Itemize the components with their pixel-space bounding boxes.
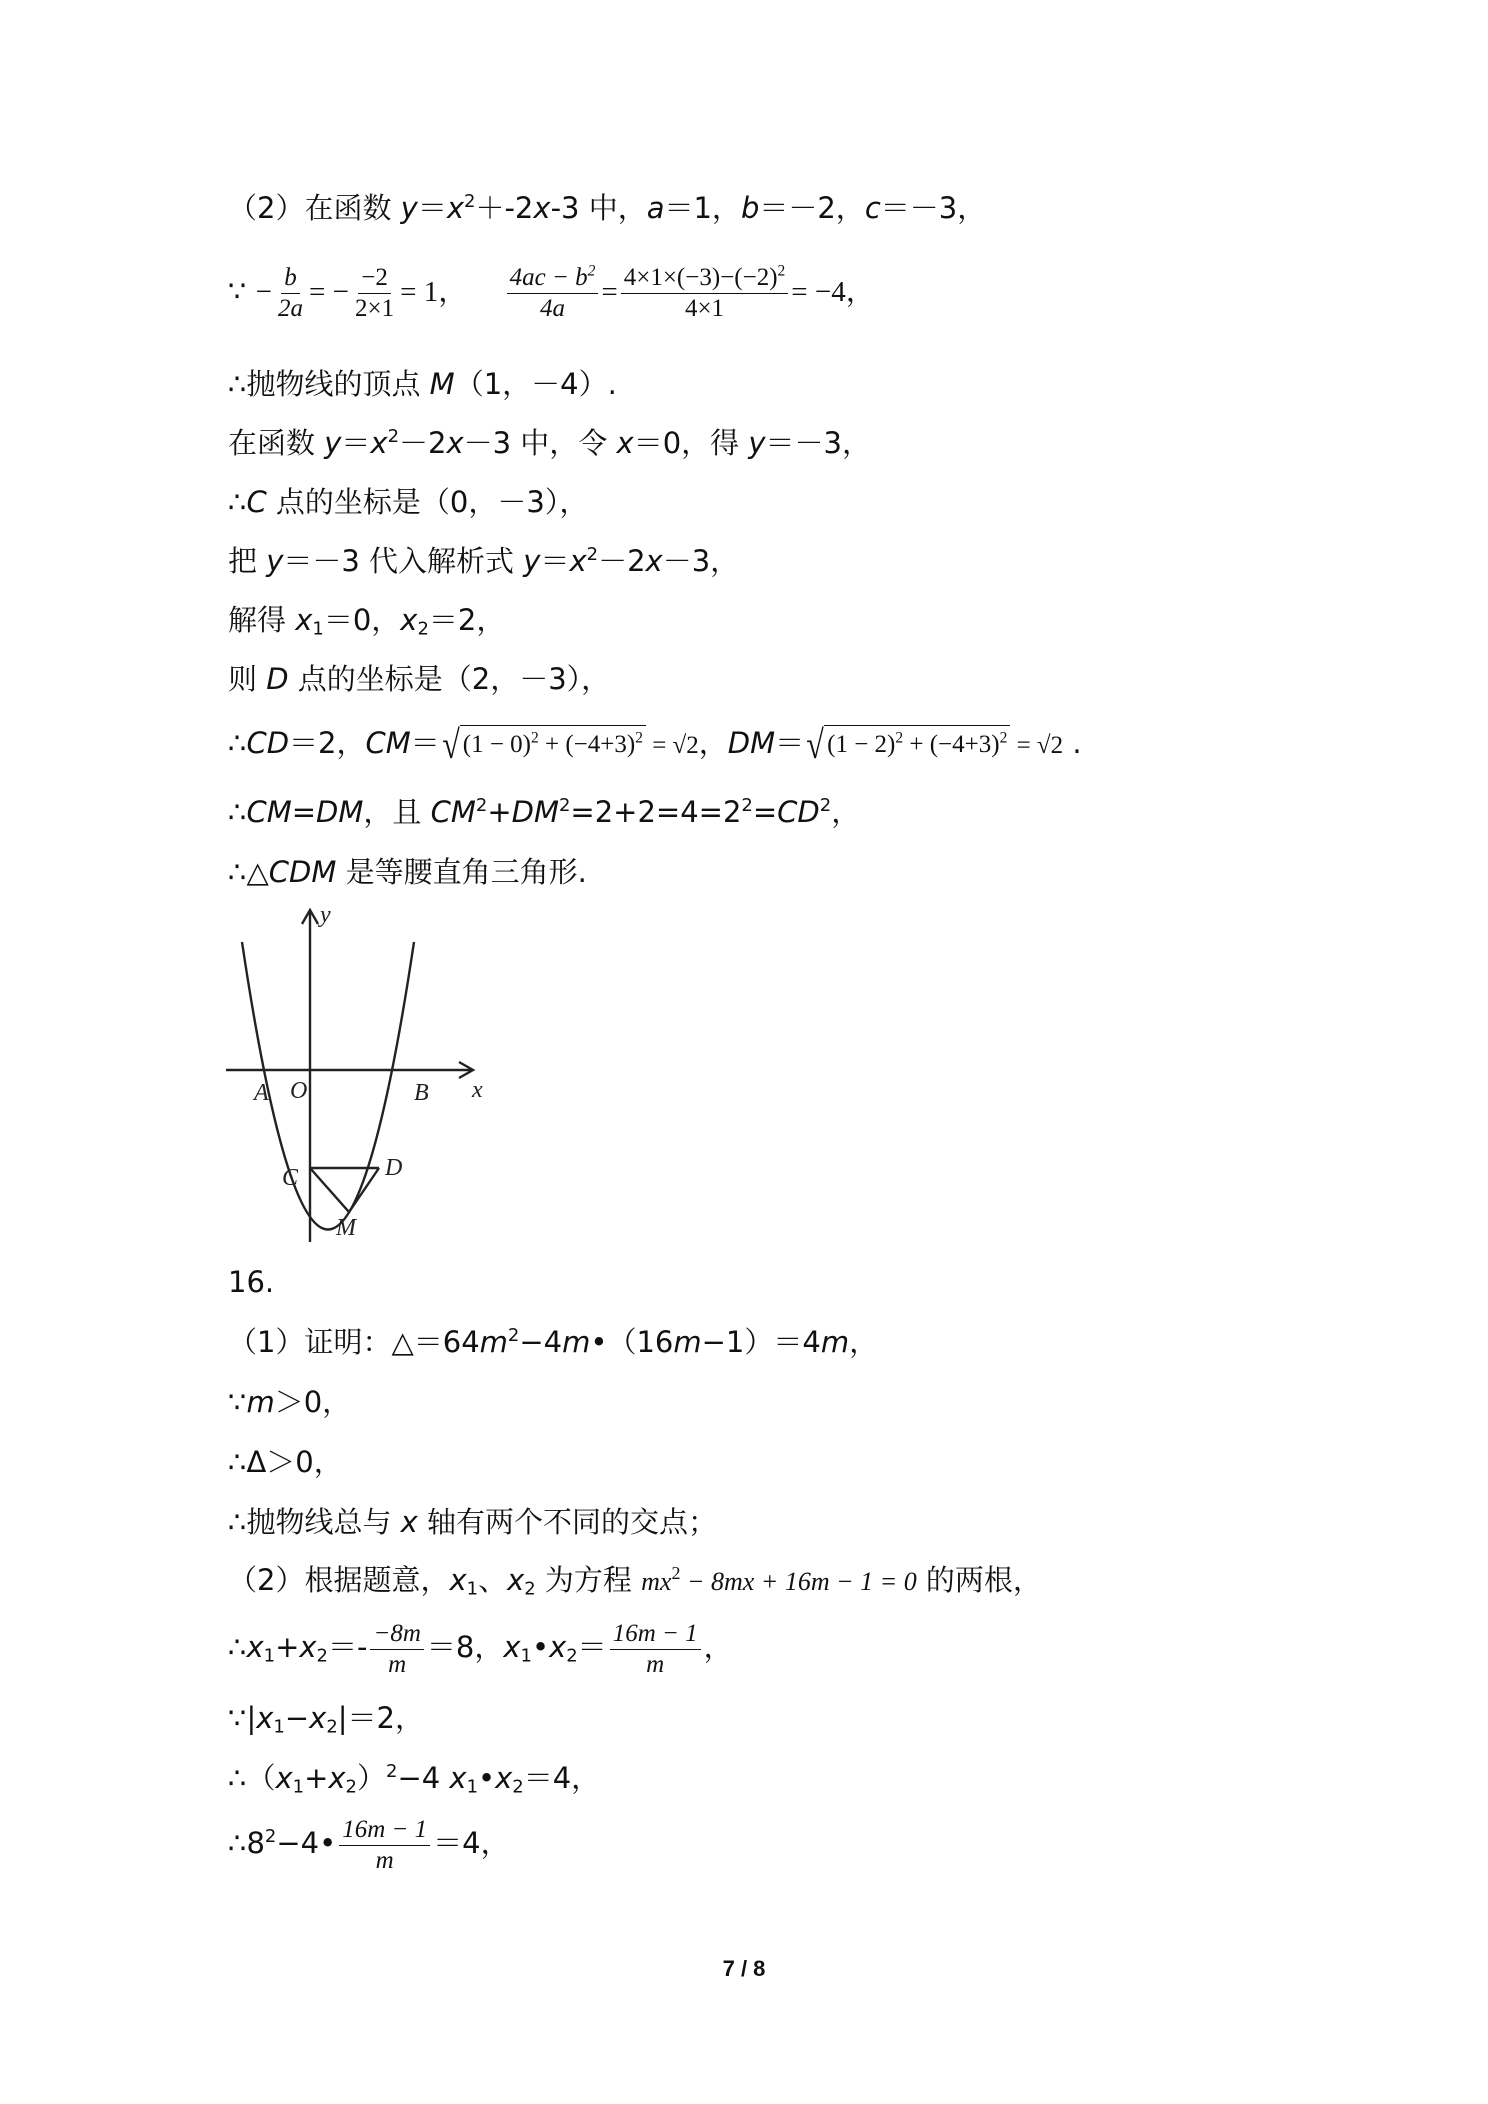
fraction-4ac-b2-over-4a: $\frac{4ac - b^2}{4a}$ xyxy=(507,263,599,324)
solution-line-21: $\therefore 8^2-4•$ $\frac{16m - 1}{m}$ ＝4， xyxy=(228,1815,510,1874)
solution-line-10: ∴CM=DM，且 $CM^2+DM^2=2+2=4=2^2=CD^2$， xyxy=(228,795,861,829)
solution-line-4: 在函数 $y=x^2-2x-3$ 中，令 x＝0，得 y＝－3， xyxy=(228,426,871,460)
parabola-figure xyxy=(218,902,488,1252)
point-m-label: M xyxy=(336,1215,356,1241)
point-a-label: A xyxy=(254,1080,269,1106)
fraction-sum-of-roots: $\frac{-8m}{m}$ xyxy=(370,1619,423,1680)
solution-line-3: ∴抛物线的顶点 M（1，－4）. xyxy=(228,367,617,401)
solution-line-13: （1）证明：$\triangle=64m^2-4m•(16m-1)=4m$， xyxy=(228,1325,879,1359)
vieta-line: $\therefore x_1+x_2=-$ $\frac{-8m}{m}$ ＝8，$x_1•x_2=$ $\frac{16m - 1}{m}$ ， xyxy=(228,1619,733,1678)
fraction-product-of-roots: $\frac{16m - 1}{m}$ xyxy=(610,1619,701,1680)
solution-line-8: 则 D 点的坐标是（2，－3）， xyxy=(228,662,611,696)
solution-line-15: ∴Δ＞0， xyxy=(228,1445,343,1479)
solution-line-6: 把 y＝－3 代入解析式 $y=x^2-2x-3$， xyxy=(228,544,740,578)
point-o-label: O xyxy=(290,1078,308,1104)
solution-line-7: 解得 $x_1=0$，$x_2=2$， xyxy=(228,603,506,640)
solution-line-5: ∴C 点的坐标是（0，－3）， xyxy=(228,485,589,519)
triangle-cdm-sides xyxy=(310,1168,379,1212)
solution-line-11: ∴△CDM 是等腰直角三角形. xyxy=(228,855,587,889)
page-number: 7 / 8 xyxy=(722,1956,766,1981)
solution-line-14: ∵m＞0， xyxy=(228,1385,352,1419)
y-axis-label: y xyxy=(320,902,331,928)
solution-line-20: $\therefore(x_1+x_2)^2-4$ $x_1•x_2=4$， xyxy=(228,1761,601,1798)
solution-line-16: ∴抛物线总与 x 轴有两个不同的交点； xyxy=(228,1505,718,1539)
distance-line: ∴CD＝2，CM＝ √ $(1 - 0)^2 + (-4+3)^2$ = √2，DM＝ √ $(1 - 2)^2 + (-4+3)^2$ = √2 . xyxy=(228,722,1082,767)
fraction-neg2-over-2x1: $\frac{-2}{2\times 1}$ xyxy=(355,263,395,322)
point-c-label: C xyxy=(282,1165,299,1191)
fraction-16m-minus-1-over-m: $\frac{16m - 1}{m}$ xyxy=(339,1815,430,1876)
radical-dm: √ $(1 - 2)^2 + (-4+3)^2$ xyxy=(804,725,1010,765)
solution-line-17: （2）根据题意，$x_1$、$x_2$ 为方程 $mx^2 - 8mx + 16m - 1 = 0$ 的两根， xyxy=(228,1563,1042,1600)
vertex-formula-line: ∵ − $\frac{b}{2a}$ = − $\frac{-2}{2\times 1}$ = 1， $\frac{4ac - b^2}{4a}$ = $\frac{4\times 1\times(-3)-(-2)^2}{4\times 1}$ = −4， xyxy=(228,262,875,322)
fraction-vertex-y-value: $\frac{4\times 1\times(-3)-(-2)^2}{4\times 1}$ xyxy=(621,263,789,324)
x-axis-label: x xyxy=(472,1077,483,1103)
radical-cm: √ $(1 - 0)^2 + (-4+3)^2$ xyxy=(440,725,646,765)
solution-line-19: $\because|x_1-x_2|=2$， xyxy=(228,1701,424,1738)
point-b-label: B xyxy=(414,1080,429,1106)
question-number-16: 16. xyxy=(228,1265,275,1299)
point-d-label: D xyxy=(385,1155,403,1181)
fraction-b-over-2a: $\frac{b}{2a}$ xyxy=(278,263,304,322)
solution-line-1: （2）在函数 $y=x^2+-2x-3$ 中，a＝1，b＝－2，c＝－3， xyxy=(228,191,987,225)
